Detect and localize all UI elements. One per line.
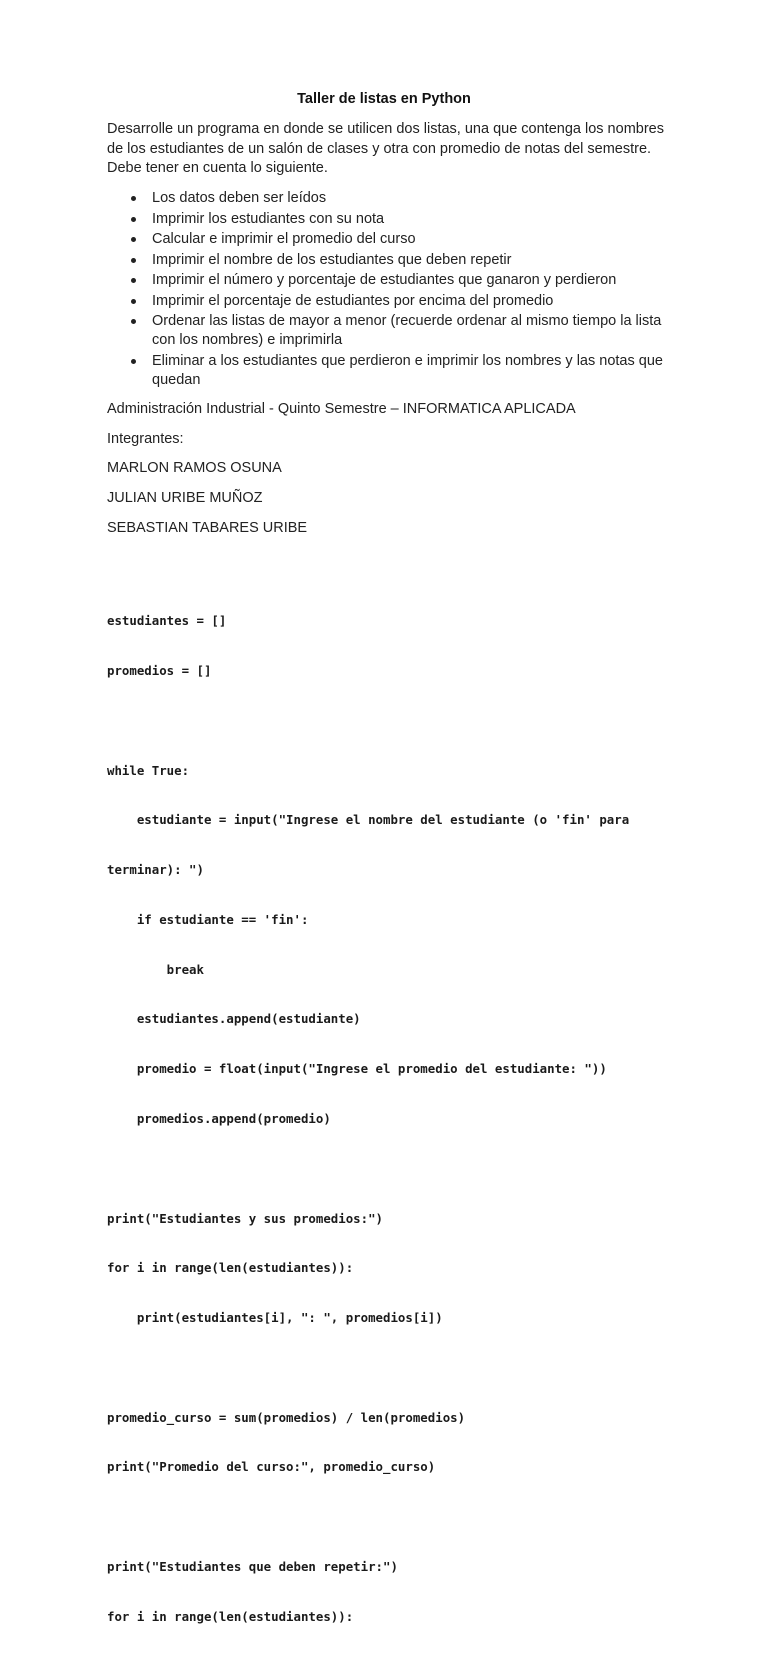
bullet-icon	[131, 258, 136, 263]
code-line: for i in range(len(estudiantes)):	[107, 1608, 354, 1624]
code-line: print("Estudiantes y sus promedios:")	[107, 1210, 384, 1226]
code-line: promedio = float(input("Ingrese el promedio del estudiante: "))	[107, 1061, 607, 1077]
member-name: SEBASTIAN TABARES URIBE	[107, 520, 308, 536]
code-line: print("Promedio del curso:", promedio_curso)	[107, 1459, 436, 1475]
code-line: terminar): ")	[107, 862, 204, 878]
bullet-icon	[131, 319, 136, 324]
document-title: Taller de listas en Python	[297, 91, 471, 107]
bullet-icon	[131, 237, 136, 242]
list-item	[107, 312, 667, 350]
list-item-text: Ordenar las listas de mayor a menor (recuerde ordenar al mismo tiempo la lista con los nombres) e imprimirla	[152, 313, 662, 348]
bullet-icon	[131, 278, 136, 283]
code-line: promedios.append(promedio)	[107, 1111, 331, 1126]
list-item	[107, 271, 667, 290]
list-item	[107, 292, 667, 311]
bullet-icon	[131, 217, 136, 222]
list-item-text: Eliminar a los estudiantes que perdieron e imprimir los nombres y las notas que quedan	[152, 352, 663, 388]
requirements-list	[107, 189, 667, 391]
list-item	[107, 230, 667, 249]
code-line	[107, 713, 667, 730]
list-item-text: Imprimir el porcentaje de estudiantes por encima del promedio	[152, 292, 554, 309]
code-line: estudiantes.append(estudiante)	[107, 1011, 361, 1027]
code-block	[107, 580, 667, 1659]
list-item-text: Imprimir los estudiantes con su nota	[152, 210, 385, 227]
list-item-text: Imprimir el número y porcentaje de estudiantes que ganaron y perdieron	[152, 272, 617, 288]
member-name: JULIAN URIBE MUÑOZ	[107, 490, 263, 506]
bullet-icon	[131, 359, 136, 364]
code-line: if estudiante == 'fin':	[107, 911, 309, 927]
bullet-icon	[131, 196, 136, 201]
code-line: estudiante = input("Ingrese el nombre del estudiante (o 'fin' para	[107, 812, 630, 828]
code-line: promedios = []	[107, 662, 212, 678]
list-item-text: Imprimir el nombre de los estudiantes que deben repetir	[152, 251, 512, 268]
list-item	[107, 210, 667, 229]
list-item	[107, 251, 667, 270]
list-item	[107, 189, 667, 208]
code-line	[107, 1509, 667, 1526]
code-line: while True:	[107, 762, 190, 778]
code-line: break	[107, 961, 204, 977]
members-label: Integrantes:	[107, 431, 184, 447]
code-line: promedio_curso = sum(promedios) / len(promedios)	[107, 1409, 466, 1425]
bullet-icon	[131, 299, 136, 304]
course-line: Administración Industrial - Quinto Semestre – INFORMATICA APLICADA	[107, 401, 576, 417]
member-name: MARLON RAMOS OSUNA	[107, 460, 282, 476]
code-line	[107, 1161, 667, 1178]
code-line: print("Estudiantes que deben repetir:")	[107, 1559, 398, 1575]
code-line: estudiantes = []	[107, 613, 227, 629]
code-line	[107, 1360, 667, 1377]
code-line: print(estudiantes[i], ": ", promedios[i])	[107, 1310, 443, 1326]
intro-paragraph: Desarrolle un programa en donde se utilicen dos listas, una que contenga los nombres de los estudiantes de un salón de clases y otra con promedio de notas del semestre. Debe tener en cuenta lo siguiente.	[107, 121, 664, 176]
list-item	[107, 352, 667, 390]
list-item-text: Los datos deben ser leídos	[152, 190, 327, 206]
list-item-text: Calcular e imprimir el promedio del curso	[152, 231, 416, 247]
code-line: for i in range(len(estudiantes)):	[107, 1260, 354, 1276]
